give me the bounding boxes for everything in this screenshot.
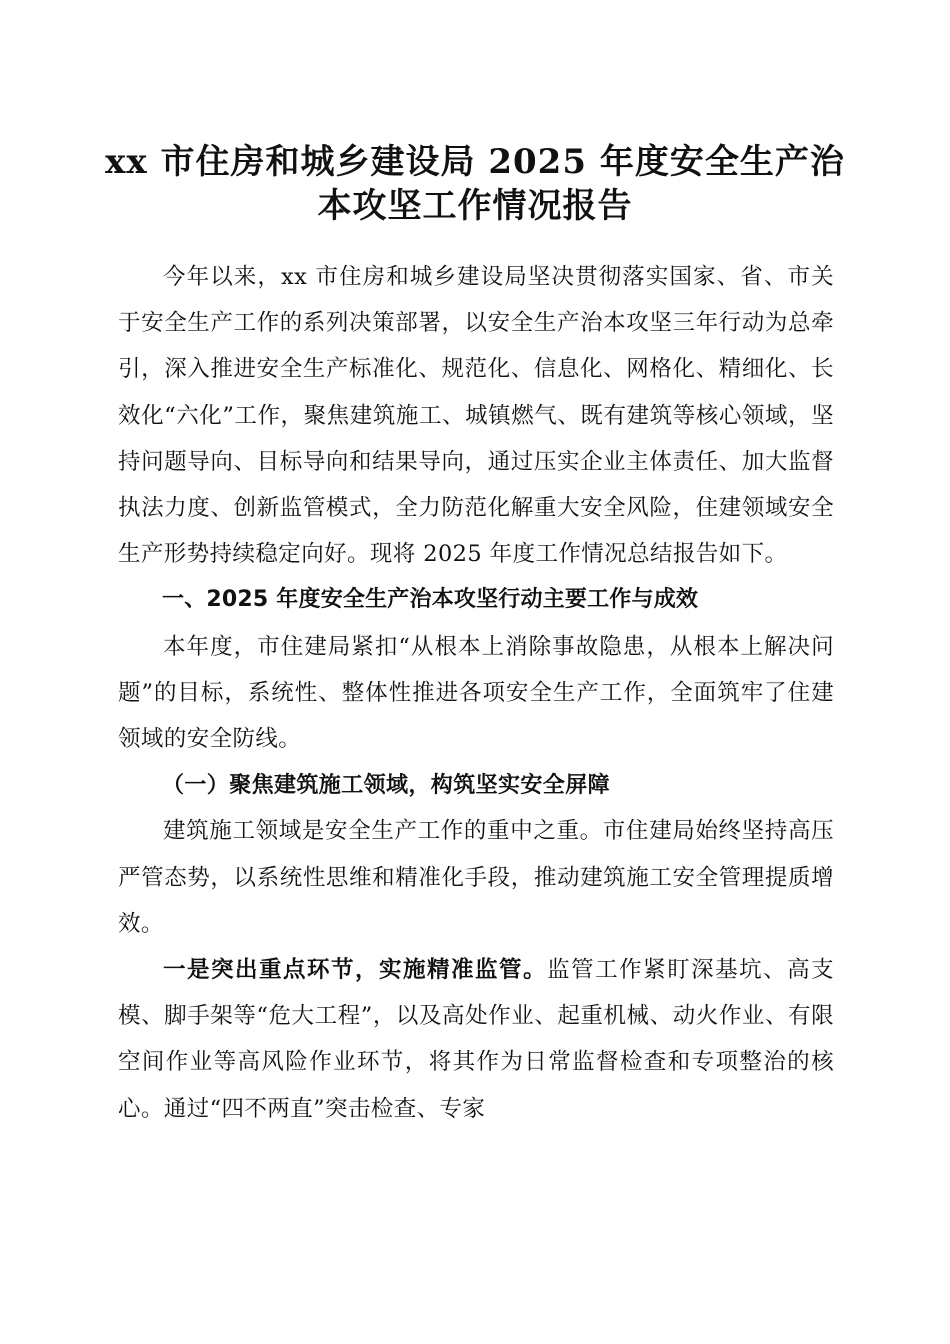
subsection-1-paragraph: 建筑施工领域是安全生产工作的重中之重。市住建局始终坚持高压严管态势，以系统性思维和精准化手段，推动建筑施工安全管理提质增效。 [118, 818, 834, 937]
point-1-lead: 一是突出重点环节，实施精准监管。 [163, 957, 548, 984]
subsection-1-heading: （一）聚焦建筑施工领域，构筑坚实安全屏障 [162, 772, 611, 799]
title-line-1: xx 市住房和城乡建设局 2025 年度安全生产治 [105, 142, 845, 182]
document-body [118, 254, 834, 1132]
section-1-heading: 一、2025 年度安全生产治本攻坚行动主要工作与成效 [162, 587, 699, 613]
section-1-paragraph: 本年度，市住建局紧扣“从根本上消除事故隐患，从根本上解决问题”的目标，系统性、整体性推进各项安全生产工作，全面筑牢了住建领域的安全防线。 [118, 633, 834, 753]
point-1-paragraph [118, 947, 834, 1132]
intro-paragraph: 今年以来，xx 市住房和城乡建设局坚决贯彻落实国家、省、市关于安全生产工作的系列决策部署，以安全生产治本攻坚三年行动为总牵引，深入推进安全生产标准化、规范化、信息化、网格化、精细化、长效化“六化”工作，聚焦建筑施工、城镇燃气、既有建筑等核心领域，坚持问题导向、目标导向和结果导向，通过压实企业主体责任、加大监督执法力度、创新监管模式，全力防范化解重大安全风险，住建领域安全生产形势持续稳定向好。现将 2025 年度工作情况总结报告如下。 [118, 264, 834, 568]
document-title [100, 140, 850, 228]
title-line-2: 本攻坚工作情况报告 [317, 186, 633, 226]
point-1-text: 监管工作紧盯深基坑、高支模、脚手架等“危大工程”，以及高处作业、起重机械、动火作业、有限空间作业等高风险作业环节，将其作为日常监督检查和专项整治的核心。通过“四不两直”突击检查、专家 [118, 957, 834, 1122]
